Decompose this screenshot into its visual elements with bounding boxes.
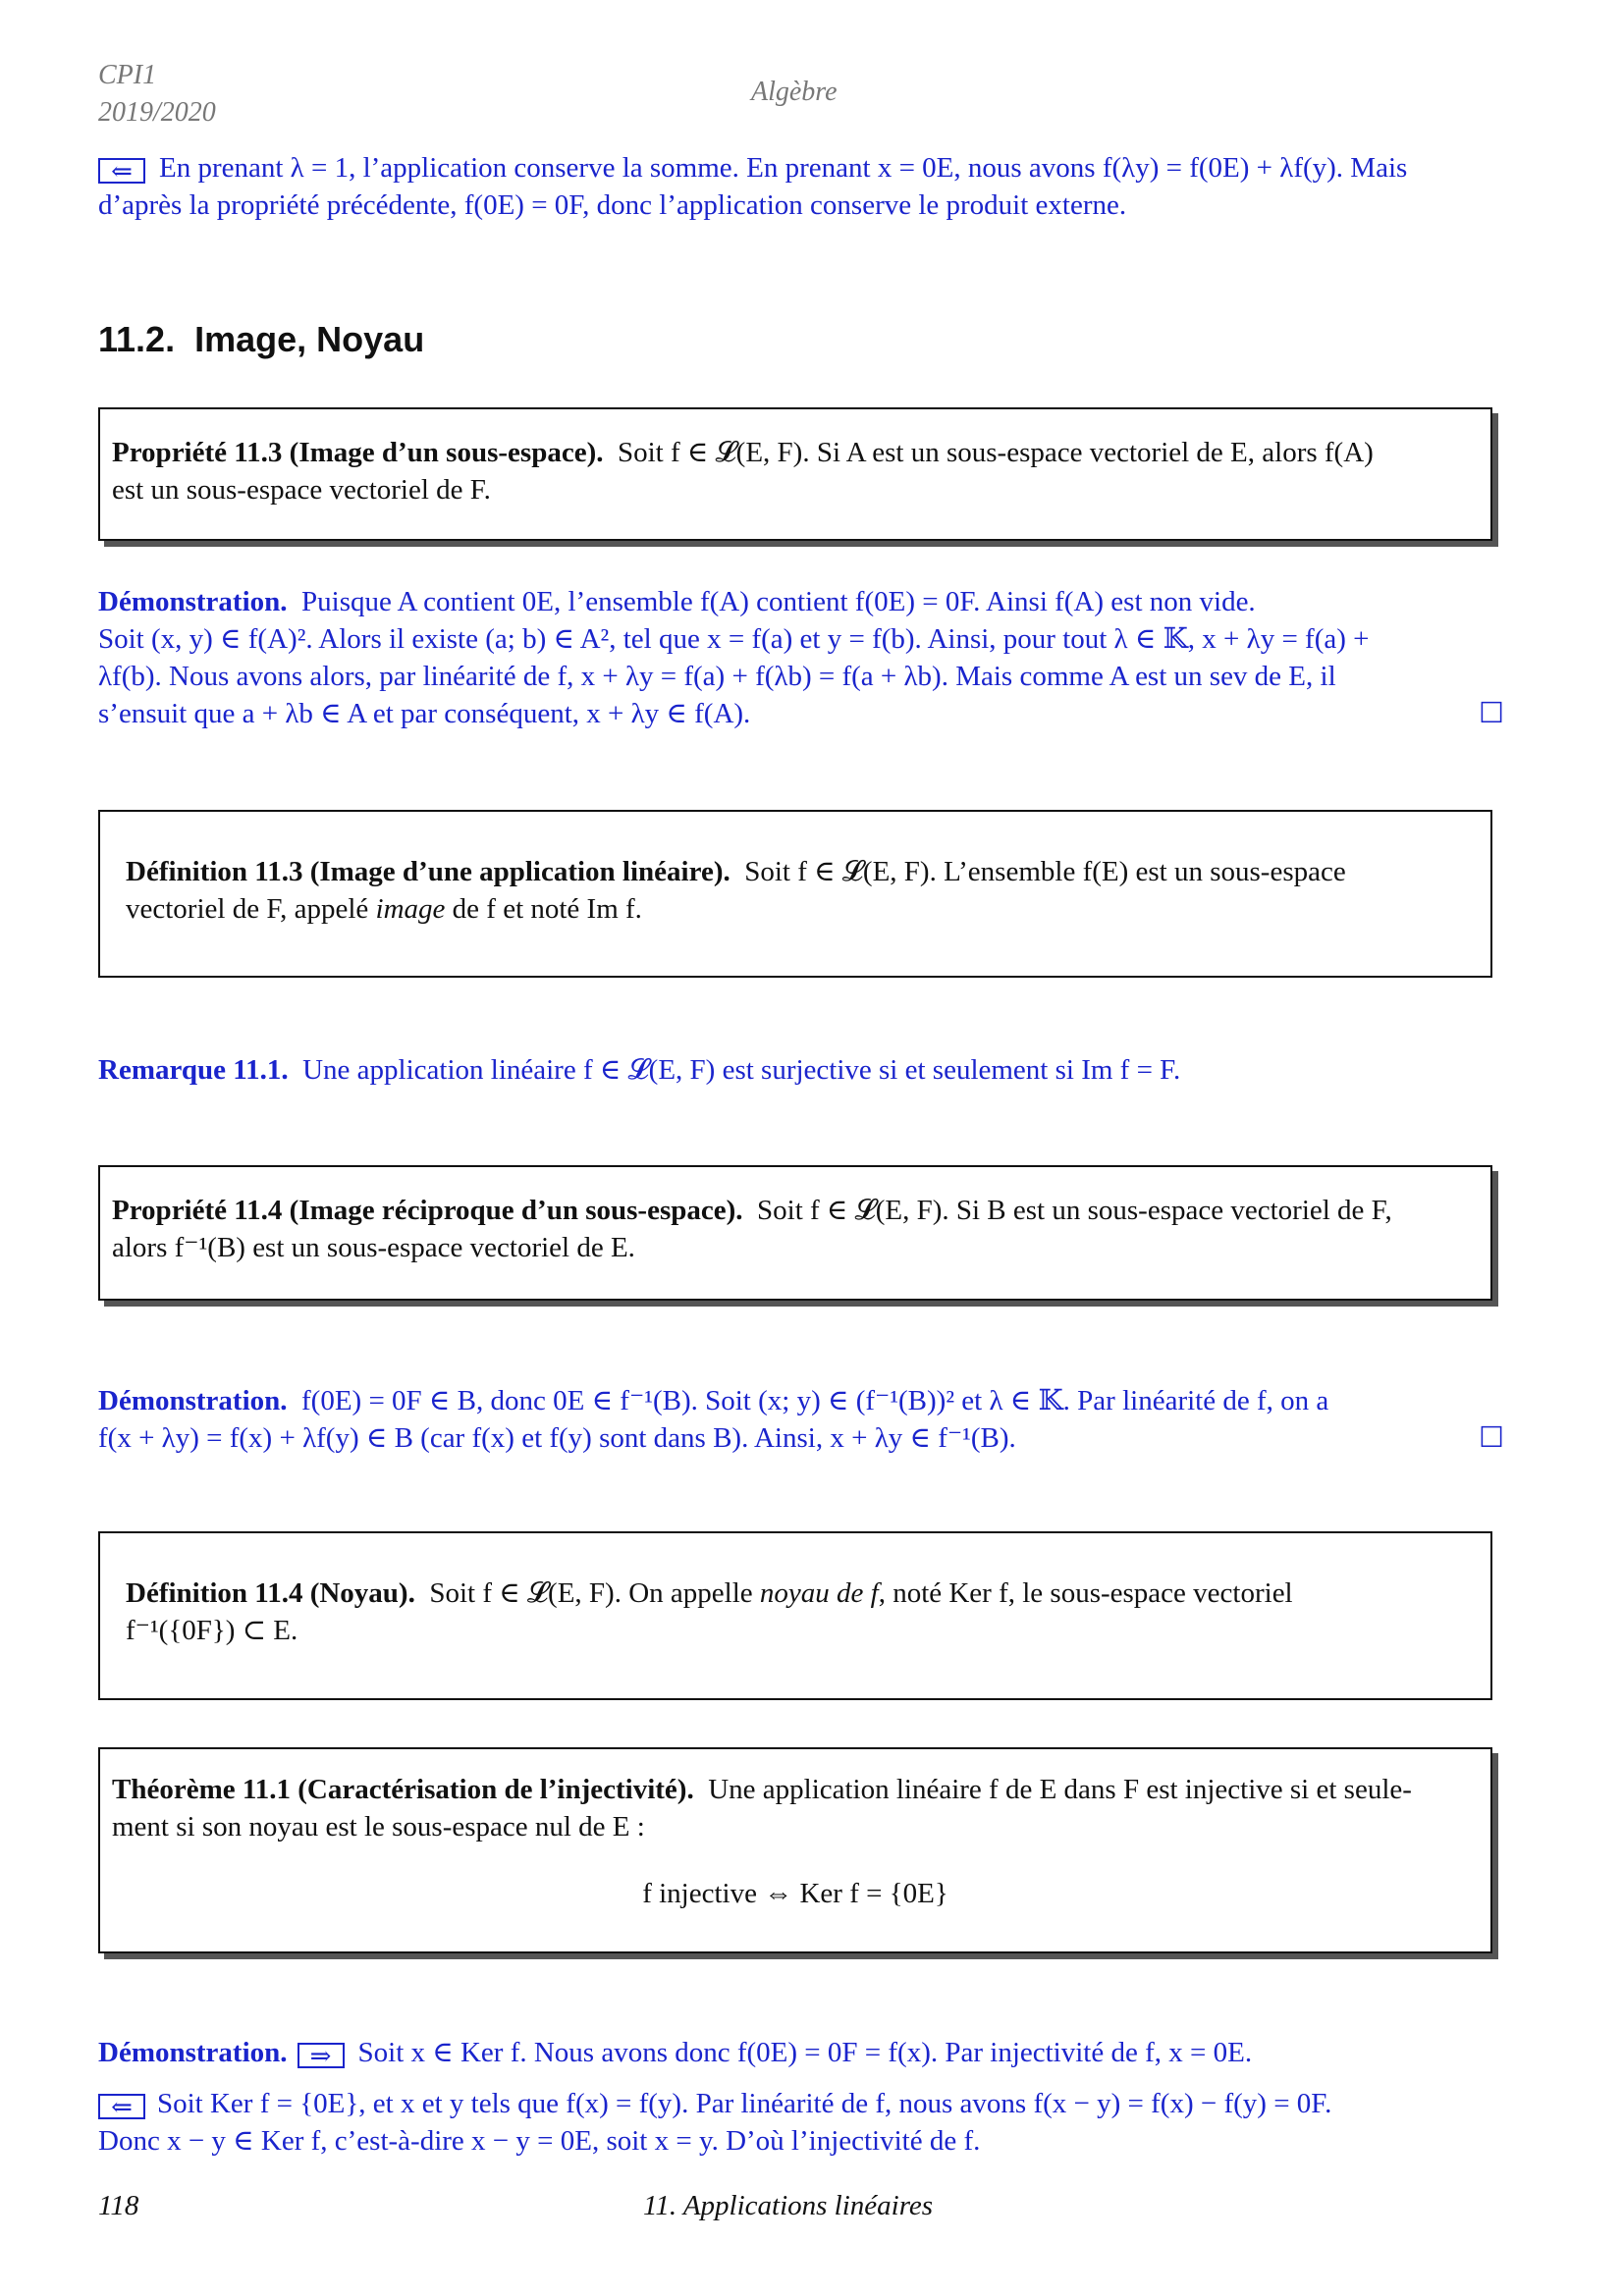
property-11-4-line-2: alors f⁻¹(B) est un sous-espace vectoriel de E. [112,1232,635,1263]
definition-11-4-line-1b: , noté Ker f, le sous-espace vectoriel [878,1577,1293,1609]
demonstration-3-line-3: Donc x − y ∈ Ker f, c’est-à-dire x − y = 0E, soit x = y. D’où l’injectivité de f. [98,2125,981,2157]
definition-11-4-line-1a: Soit f ∈ 𝓛(E, F). On appelle [429,1577,753,1609]
remark-11-1-heading: Remarque 11.1. [98,1054,289,1086]
property-11-4-box [98,1165,1492,1301]
remark-11-1-text: Une application linéaire f ∈ 𝓛(E, F) est surjective si et seulement si Im f = F. [302,1054,1181,1086]
property-11-3-box [98,407,1492,541]
intro-line-2: d’après la propriété précédente, f(0E) = 0F, donc l’application conserve le produit externe. [98,189,1127,221]
theorem-11-1-heading: Théorème 11.1 (Caractérisation de l’injectivité). [112,1774,694,1805]
demonstration-1-line-1: Puisque A contient 0E, l’ensemble f(A) contient f(0E) = 0F. Ainsi f(A) est non vide. [301,586,1256,617]
demonstration-1-heading: Démonstration. [98,586,288,617]
intro-line-1: En prenant λ = 1, l’application conserve la somme. En prenant x = 0E, nous avons f(λy) = f(0E) + λf(y). Mais [159,152,1408,184]
definition-11-3-heading: Définition 11.3 (Image d’une application linéaire). [126,856,730,887]
left-arrow-icon: ⇐ [98,158,145,184]
demonstration-1 [98,583,1504,732]
definition-11-3-line-1: Soit f ∈ 𝓛(E, F). L’ensemble f(E) est un sous-espace [744,856,1346,887]
property-11-3-line-2: est un sous-espace vectoriel de F. [112,474,491,506]
definition-11-3-box [98,810,1492,978]
left-arrow-icon: ⇐ [98,2094,145,2119]
section-title [98,321,424,358]
theorem-11-1-line-2: ment si son noyau est le sous-espace nul de E : [112,1811,645,1842]
property-11-3-heading: Propriété 11.3 (Image d’un sous-espace). [112,437,604,468]
definition-11-4-line-2: f⁻¹({0F}) ⊂ E. [126,1615,298,1646]
demonstration-1-line-2: Soit (x, y) ∈ f(A)². Alors il existe (a; b) ∈ A², tel que x = f(a) et y = f(b). Ainsi, pour tout λ ∈ 𝕂, x + λy = f(a) + [98,623,1370,655]
intro-proof-paragraph [98,149,1580,224]
definition-11-3-term: image [375,893,446,925]
demonstration-1-line-4: s’ensuit que a + λb ∈ A et par conséquent, x + λy ∈ f(A). [98,698,751,729]
property-11-4-heading: Propriété 11.4 (Image réciproque d’un sous-espace). [112,1195,743,1226]
definition-11-4-box [98,1531,1492,1700]
section-number: 11.2. [98,319,176,359]
demonstration-3-line-1: Soit x ∈ Ker f. Nous avons donc f(0E) = 0F = f(x). Par injectivité de f, x = 0E. [357,2037,1253,2068]
qed-square-icon: ☐ [1479,698,1504,729]
definition-11-4-heading: Définition 11.4 (Noyau). [126,1577,415,1609]
definition-11-3-line-2b: de f et noté Im f. [452,893,642,925]
demonstration-3-line-2: Soit Ker f = {0E}, et x et y tels que f(x) = f(y). Par linéarité de f, nous avons f(x − y) = f(x) − f(y) = 0F. [157,2088,1332,2119]
subject-label: Algèbre [751,77,838,107]
qed-square-icon: ☐ [1479,1422,1504,1454]
property-11-3-line-1: Soit f ∈ 𝓛(E, F). Si A est un sous-espace vectoriel de E, alors f(A) [617,437,1374,468]
demonstration-2-line-1: f(0E) = 0F ∈ B, donc 0E ∈ f⁻¹(B). Soit (x; y) ∈ (f⁻¹(B))² et λ ∈ 𝕂. Par linéarité de f, on a [301,1385,1329,1416]
demonstration-3 [98,2034,1504,2160]
remark-11-1 [98,1051,1504,1089]
course-label: CPI1 [98,60,157,90]
theorem-11-1-formula: f injective ⇔ Ker f = {0E} [642,1878,948,1909]
theorem-11-1-line-1: Une application linéaire f de E dans F est injective si et seule- [708,1774,1412,1805]
chapter-title: 11. Applications linéaires [643,2190,934,2221]
demonstration-2 [98,1382,1504,1457]
page-number: 118 [98,2190,139,2221]
demonstration-2-heading: Démonstration. [98,1385,288,1416]
definition-11-3-line-2a: vectoriel de F, appelé [126,893,369,925]
year-label: 2019/2020 [98,97,216,128]
section-name: Image, Noyau [194,319,425,359]
theorem-11-1-box [98,1747,1492,1953]
demonstration-2-line-2: f(x + λy) = f(x) + λf(y) ∈ B (car f(x) et f(y) sont dans B). Ainsi, x + λy ∈ f⁻¹(B). [98,1422,1016,1454]
running-header-left [98,57,216,132]
demonstration-3-heading: Démonstration. [98,2037,288,2068]
demonstration-1-line-3: λf(b). Nous avons alors, par linéarité de f, x + λy = f(a) + f(λb) = f(a + λb). Mais comme A est un sev de E, il [98,661,1336,692]
right-arrow-icon: ⇒ [298,2043,345,2068]
property-11-4-line-1: Soit f ∈ 𝓛(E, F). Si B est un sous-espace vectoriel de F, [757,1195,1392,1226]
definition-11-4-term: noyau de f [759,1577,879,1609]
